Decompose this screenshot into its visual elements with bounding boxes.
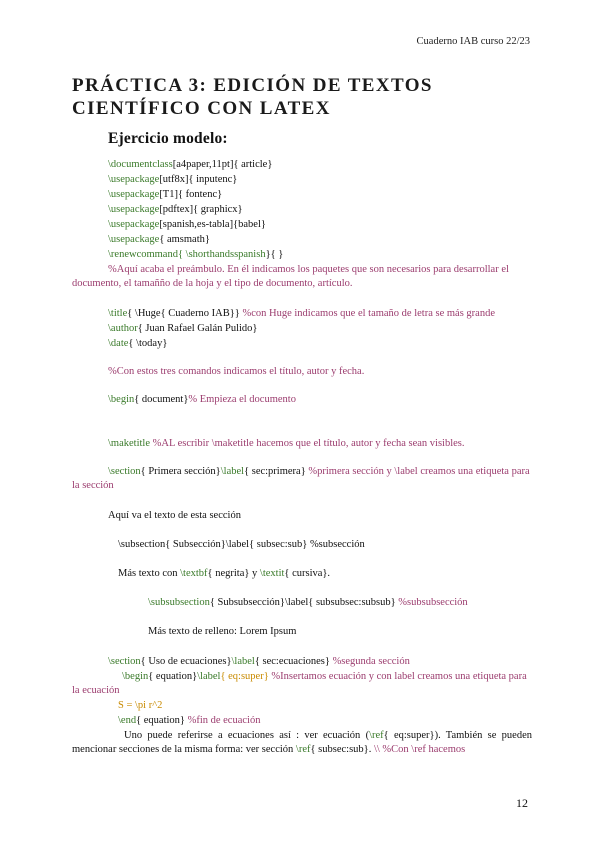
code-line: \begin{ document}% Empieza el documento: [108, 394, 296, 405]
code-line: \subsection{ Subsección}\label{ subsec:sub} %subsección: [118, 539, 365, 550]
exercise-heading: Ejercicio modelo:: [108, 130, 228, 147]
code-line: \usepackage[spanish,es-tabla]{babel}: [108, 219, 266, 230]
section-text: Aquí va el texto de esta sección: [108, 510, 241, 521]
preamble-comment: %Aquí acaba el preámbulo. En él indicamos los paquetes que son necesarios para desarrollar el documento, el tamañño de la hoja y el tipo de documento, artículo.: [72, 264, 509, 289]
page-header: Cuaderno IAB curso 22/23: [416, 36, 530, 47]
code-line: \subsubsection{ Subsubsección}\label{ subsubsec:subsub} %subsubsección: [148, 597, 468, 608]
page-number: 12: [516, 796, 528, 810]
code-line: \renewcommand{ \shorthandsspanish}{ }: [108, 249, 284, 260]
code-line: \title{ \Huge{ Cuaderno IAB}} %con Huge indicamos que el tamaño de letra se más grande: [108, 308, 495, 319]
code-line: \section{ Uso de ecuaciones}\label{ sec:ecuaciones} %segunda sección: [108, 656, 410, 667]
code-comment: %Con estos tres comandos indicamos el título, autor y fecha.: [108, 366, 365, 377]
code-line: \section{ Primera sección}\label{ sec:primera} %primera sección y \label creamos una etiqueta para la sección: [72, 466, 530, 491]
code-paragraph: Uno puede referirse a ecuaciones así : ver ecuación (\ref{ eq:super}). También se pueden mencionar secciones de la misma forma: ver sección \ref{ subsec:sub}. \\ %Con \ref hacemos: [72, 730, 532, 755]
code-line: \author{ Juan Rafael Galán Pulido}: [108, 323, 258, 334]
code-line: \usepackage[T1]{ fontenc}: [108, 189, 223, 200]
equation-line: S = \pi r^2: [118, 700, 163, 711]
code-line: \begin{ equation}\label{ eq:super} %Insertamos ecuación y con label creamos una etiqueta para la ecuación: [72, 671, 527, 696]
code-line: \date{ \today}: [108, 338, 168, 349]
page-title: PRÁCTICA 3: EDICIÓN DE TEXTOS CIENTÍFICO CON LATEX: [72, 75, 433, 119]
code-line: \end{ equation} %fin de ecuación: [118, 715, 261, 726]
filler-text: Más texto de relleno: Lorem Ipsum: [148, 626, 297, 637]
code-line: \usepackage[utf8x]{ inputenc}: [108, 174, 238, 185]
code-line: \maketitle %AL escribir \maketitle hacemos que el título, autor y fecha sean visibles.: [108, 438, 465, 449]
code-line: \documentclass[a4paper,11pt]{ article}: [108, 159, 273, 170]
code-line: \usepackage[pdftex]{ graphicx}: [108, 204, 243, 215]
code-line: Más texto con \textbf{ negrita} y \textit{ cursiva}.: [118, 568, 331, 579]
code-line: \usepackage{ amsmath}: [108, 234, 210, 245]
